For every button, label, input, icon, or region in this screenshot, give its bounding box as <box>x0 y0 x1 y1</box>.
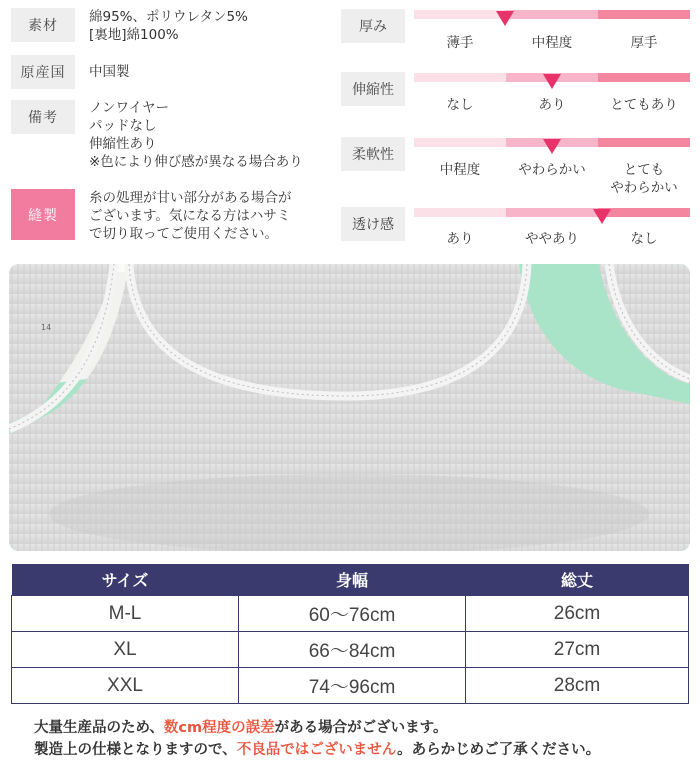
meter-option: あり <box>446 231 474 247</box>
meter-option: 薄手 <box>446 35 474 51</box>
spec-value-origin <box>89 63 339 81</box>
meter-option: 中程度 <box>531 35 573 51</box>
meter-option: とてもあり <box>610 97 678 113</box>
spec-line: ※色により伸び感が異なる場合あり <box>89 154 303 170</box>
header-length: 総丈 <box>466 564 689 596</box>
header-width: 身幅 <box>239 564 466 596</box>
meter-marker <box>496 11 514 26</box>
note-line-1 <box>34 716 447 737</box>
width-cell: 66〜84cm <box>239 632 466 668</box>
size-cell: XL <box>12 632 239 668</box>
spec-line: 糸の処理が甘い部分がある場合が <box>89 190 292 206</box>
size-cell: XXL <box>12 668 239 704</box>
table-row <box>12 596 689 632</box>
size-cell: M-L <box>12 596 239 632</box>
product-photo <box>9 264 690 551</box>
spec-label-material: 素材 <box>11 8 75 42</box>
table-row <box>12 632 689 668</box>
note-text: 製造上の仕様となりますので、 <box>34 742 237 758</box>
spec-label-remarks: 備考 <box>11 100 75 134</box>
size-table <box>11 564 689 704</box>
spec-line: 中国製 <box>89 64 130 80</box>
note-emphasis: 不良品ではございません <box>236 742 398 758</box>
meter-marker <box>543 74 561 89</box>
spec-line: 伸縮性あり <box>89 136 157 152</box>
meter-option: なし <box>446 97 474 113</box>
note-text: 大量生産品のため、 <box>34 720 164 736</box>
meter-option: あり <box>538 97 566 113</box>
length-cell: 27cm <box>466 632 689 668</box>
meter-label: 透け感 <box>341 207 405 241</box>
spec-line: 綿95%、ポリウレタン5% <box>89 9 248 25</box>
meter-bar <box>414 208 690 217</box>
spec-line: パッドなし <box>89 118 157 134</box>
meter-options <box>414 34 690 52</box>
note-emphasis: 数cm程度の誤差 <box>163 720 275 736</box>
spec-label-sewing: 縫製 <box>11 189 75 240</box>
spec-value-remarks <box>89 99 339 171</box>
spec-line: ございます。気になる方はハサミ <box>89 208 291 224</box>
spec-line: [裏地]綿100% <box>89 27 179 43</box>
spec-value-material <box>89 8 339 44</box>
header-size: サイズ <box>12 564 239 596</box>
meter-option: 厚手 <box>630 35 658 51</box>
spec-line: ノンワイヤー <box>89 100 170 116</box>
note-text: 。あらかじめご了承ください。 <box>397 742 601 758</box>
meter-option: なし <box>630 231 658 247</box>
width-cell: 60〜76cm <box>239 596 466 632</box>
meter-marker <box>593 209 611 224</box>
meter-label: 厚み <box>341 9 405 43</box>
spec-value-sewing <box>89 189 339 243</box>
meter-marker <box>543 139 561 154</box>
bra-top-illustration <box>9 264 690 551</box>
page-number: 14 <box>41 323 52 332</box>
spec-label-origin: 原産国 <box>11 55 75 89</box>
meter-option: とても やわらかい <box>610 162 678 196</box>
spec-line: で切り取ってご使用ください。 <box>89 226 278 242</box>
meter-options <box>414 230 690 248</box>
size-table-header <box>12 564 689 596</box>
length-cell: 26cm <box>466 596 689 632</box>
meter-option: やわらかい <box>518 162 586 178</box>
note-text: がある場合がございます。 <box>274 720 448 736</box>
meter-option: 中程度 <box>439 162 481 178</box>
meter-option: ややあり <box>525 231 579 247</box>
meter-options <box>414 161 690 197</box>
note-line-2 <box>34 738 600 759</box>
meter-label: 伸縮性 <box>341 72 405 106</box>
meter-options <box>414 96 690 114</box>
width-cell: 74〜96cm <box>239 668 466 704</box>
meter-label: 柔軟性 <box>341 137 405 171</box>
table-row <box>12 668 689 704</box>
meter-bar <box>414 10 690 19</box>
length-cell: 28cm <box>466 668 689 704</box>
